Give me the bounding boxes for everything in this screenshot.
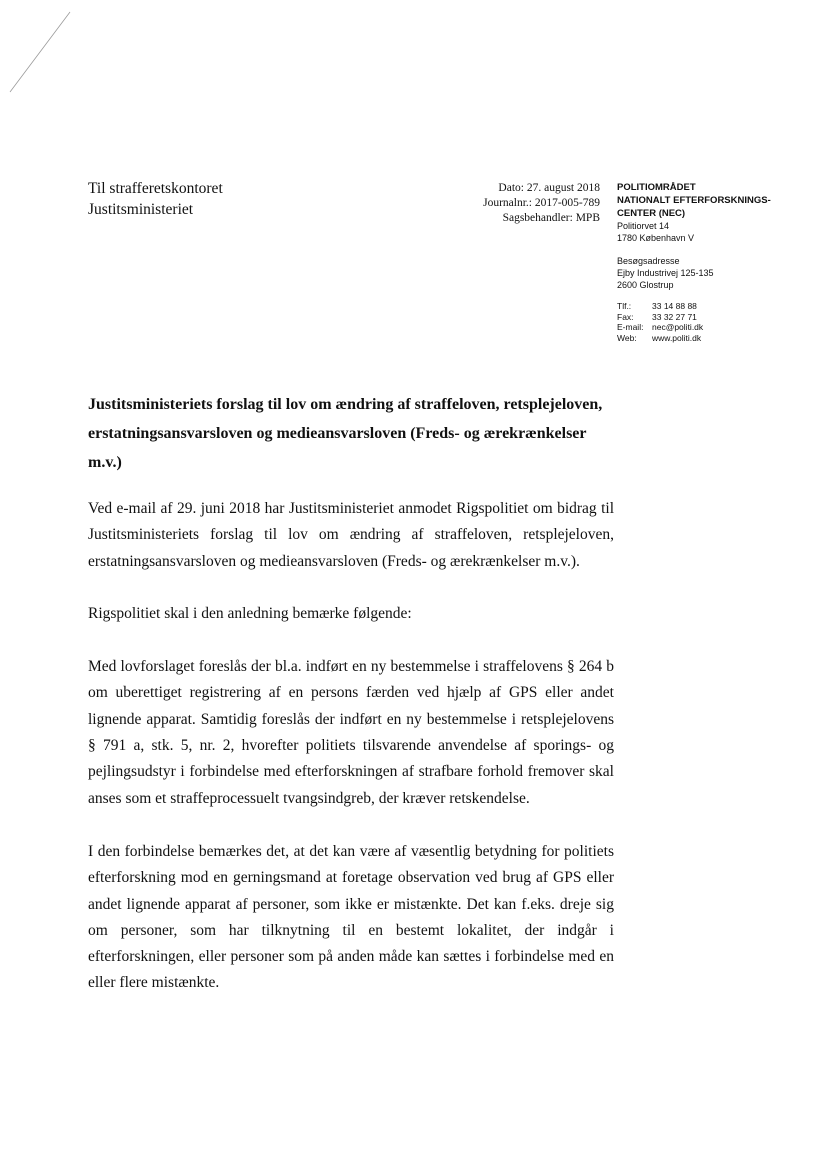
- visit-address-label: Besøgsadresse: [617, 256, 680, 266]
- subject-line-3: m.v.): [88, 454, 122, 471]
- letter-meta: [483, 181, 600, 226]
- agency-address-line-2: 1780 København V: [617, 233, 695, 243]
- body-paragraph: Ved e-mail af 29. juni 2018 har Justitsministeriet anmodet Rigspolitiet om bidrag til Justitsministeriets forslag til lov om ændring af straffeloven, retsplejeloven, erstatningsansvarsloven og medieansvarsloven (Freds- og ærekrænkelser m.v.).: [88, 500, 614, 570]
- recipient-office: Til strafferetskontoret: [88, 180, 223, 197]
- agency-address-line-1: Politiorvet 14: [617, 221, 670, 231]
- email-label: E-mail:: [617, 322, 644, 332]
- subject-line-1: Justitsministeriets forslag til lov om ændring af straffeloven, retsplejeloven,: [88, 396, 603, 413]
- letter-date: Dato: 27. august 2018: [498, 182, 600, 194]
- agency-letterhead: [617, 181, 771, 343]
- agency-name-line-2: NATIONALT EFTERFORSKNINGS-: [617, 195, 771, 206]
- letter-body: [88, 496, 614, 1024]
- fax-value: 33 32 27 71: [652, 311, 697, 322]
- email-value: nec@politi.dk: [652, 322, 704, 332]
- subject-line-2: erstatningsansvarsloven og medieansvarsloven (Freds- og ærekrænkelser: [88, 425, 587, 442]
- visit-address-line-1: Ejby Industrivej 125-135: [617, 268, 714, 278]
- letter-subject: [88, 390, 628, 477]
- recipient-ministry: Justitsministeriet: [88, 201, 194, 218]
- phone-value: 33 14 88 88: [652, 301, 697, 311]
- contact-list: [617, 301, 771, 343]
- case-handler: Sagsbehandler: MPB: [502, 212, 600, 224]
- web-value: www.politi.dk: [652, 332, 702, 343]
- web-label: Web:: [617, 332, 637, 343]
- body-paragraph: Rigspolitiet skal i den anledning bemærke følgende:: [88, 604, 412, 622]
- body-paragraph: Med lovforslaget foreslås der bl.a. indført en ny bestemmelse i straffelovens § 264 b om uberettiget registrering af en persons færden ved hjælp af GPS eller andet lignende apparat. Samtidig foreslås der indført en ny bestemmelse i retsplejelovens § 791 a, stk. 5, nr. 2, hvorefter politiets tilsvarende anvendelse af sporings- og pejlingsudstyr i forbindelse med efterforskningen af strafbare forhold fremover skal anses som et straffeprocessuelt tvangsindgreb, der kræver retskendelse.: [88, 658, 614, 807]
- agency-name-line-3: CENTER (NEC): [617, 208, 686, 219]
- recipient-block: [88, 178, 223, 220]
- fax-label: Fax:: [617, 311, 634, 322]
- body-paragraph: I den forbindelse bemærkes det, at det kan være af væsentlig betydning for politiets efterforskning mod en gerningsmand at foretage observation ved brug af GPS eller andet lignende apparat af personer, som ikke er mistænkte. Det kan f.eks. dreje sig om personer, som har tilknytning til en bestemt lokalitet, der indgår i efterforskningen, eller personer som på anden måde kan sættes i forbindelse med en eller flere mistænkte.: [88, 842, 614, 992]
- visit-address-line-2: 2600 Glostrup: [617, 280, 674, 290]
- journal-number: Journalnr.: 2017-005-789: [483, 197, 600, 209]
- agency-name-line-1: POLITIOMRÅDET: [617, 182, 696, 193]
- phone-label: Tlf.:: [617, 301, 632, 311]
